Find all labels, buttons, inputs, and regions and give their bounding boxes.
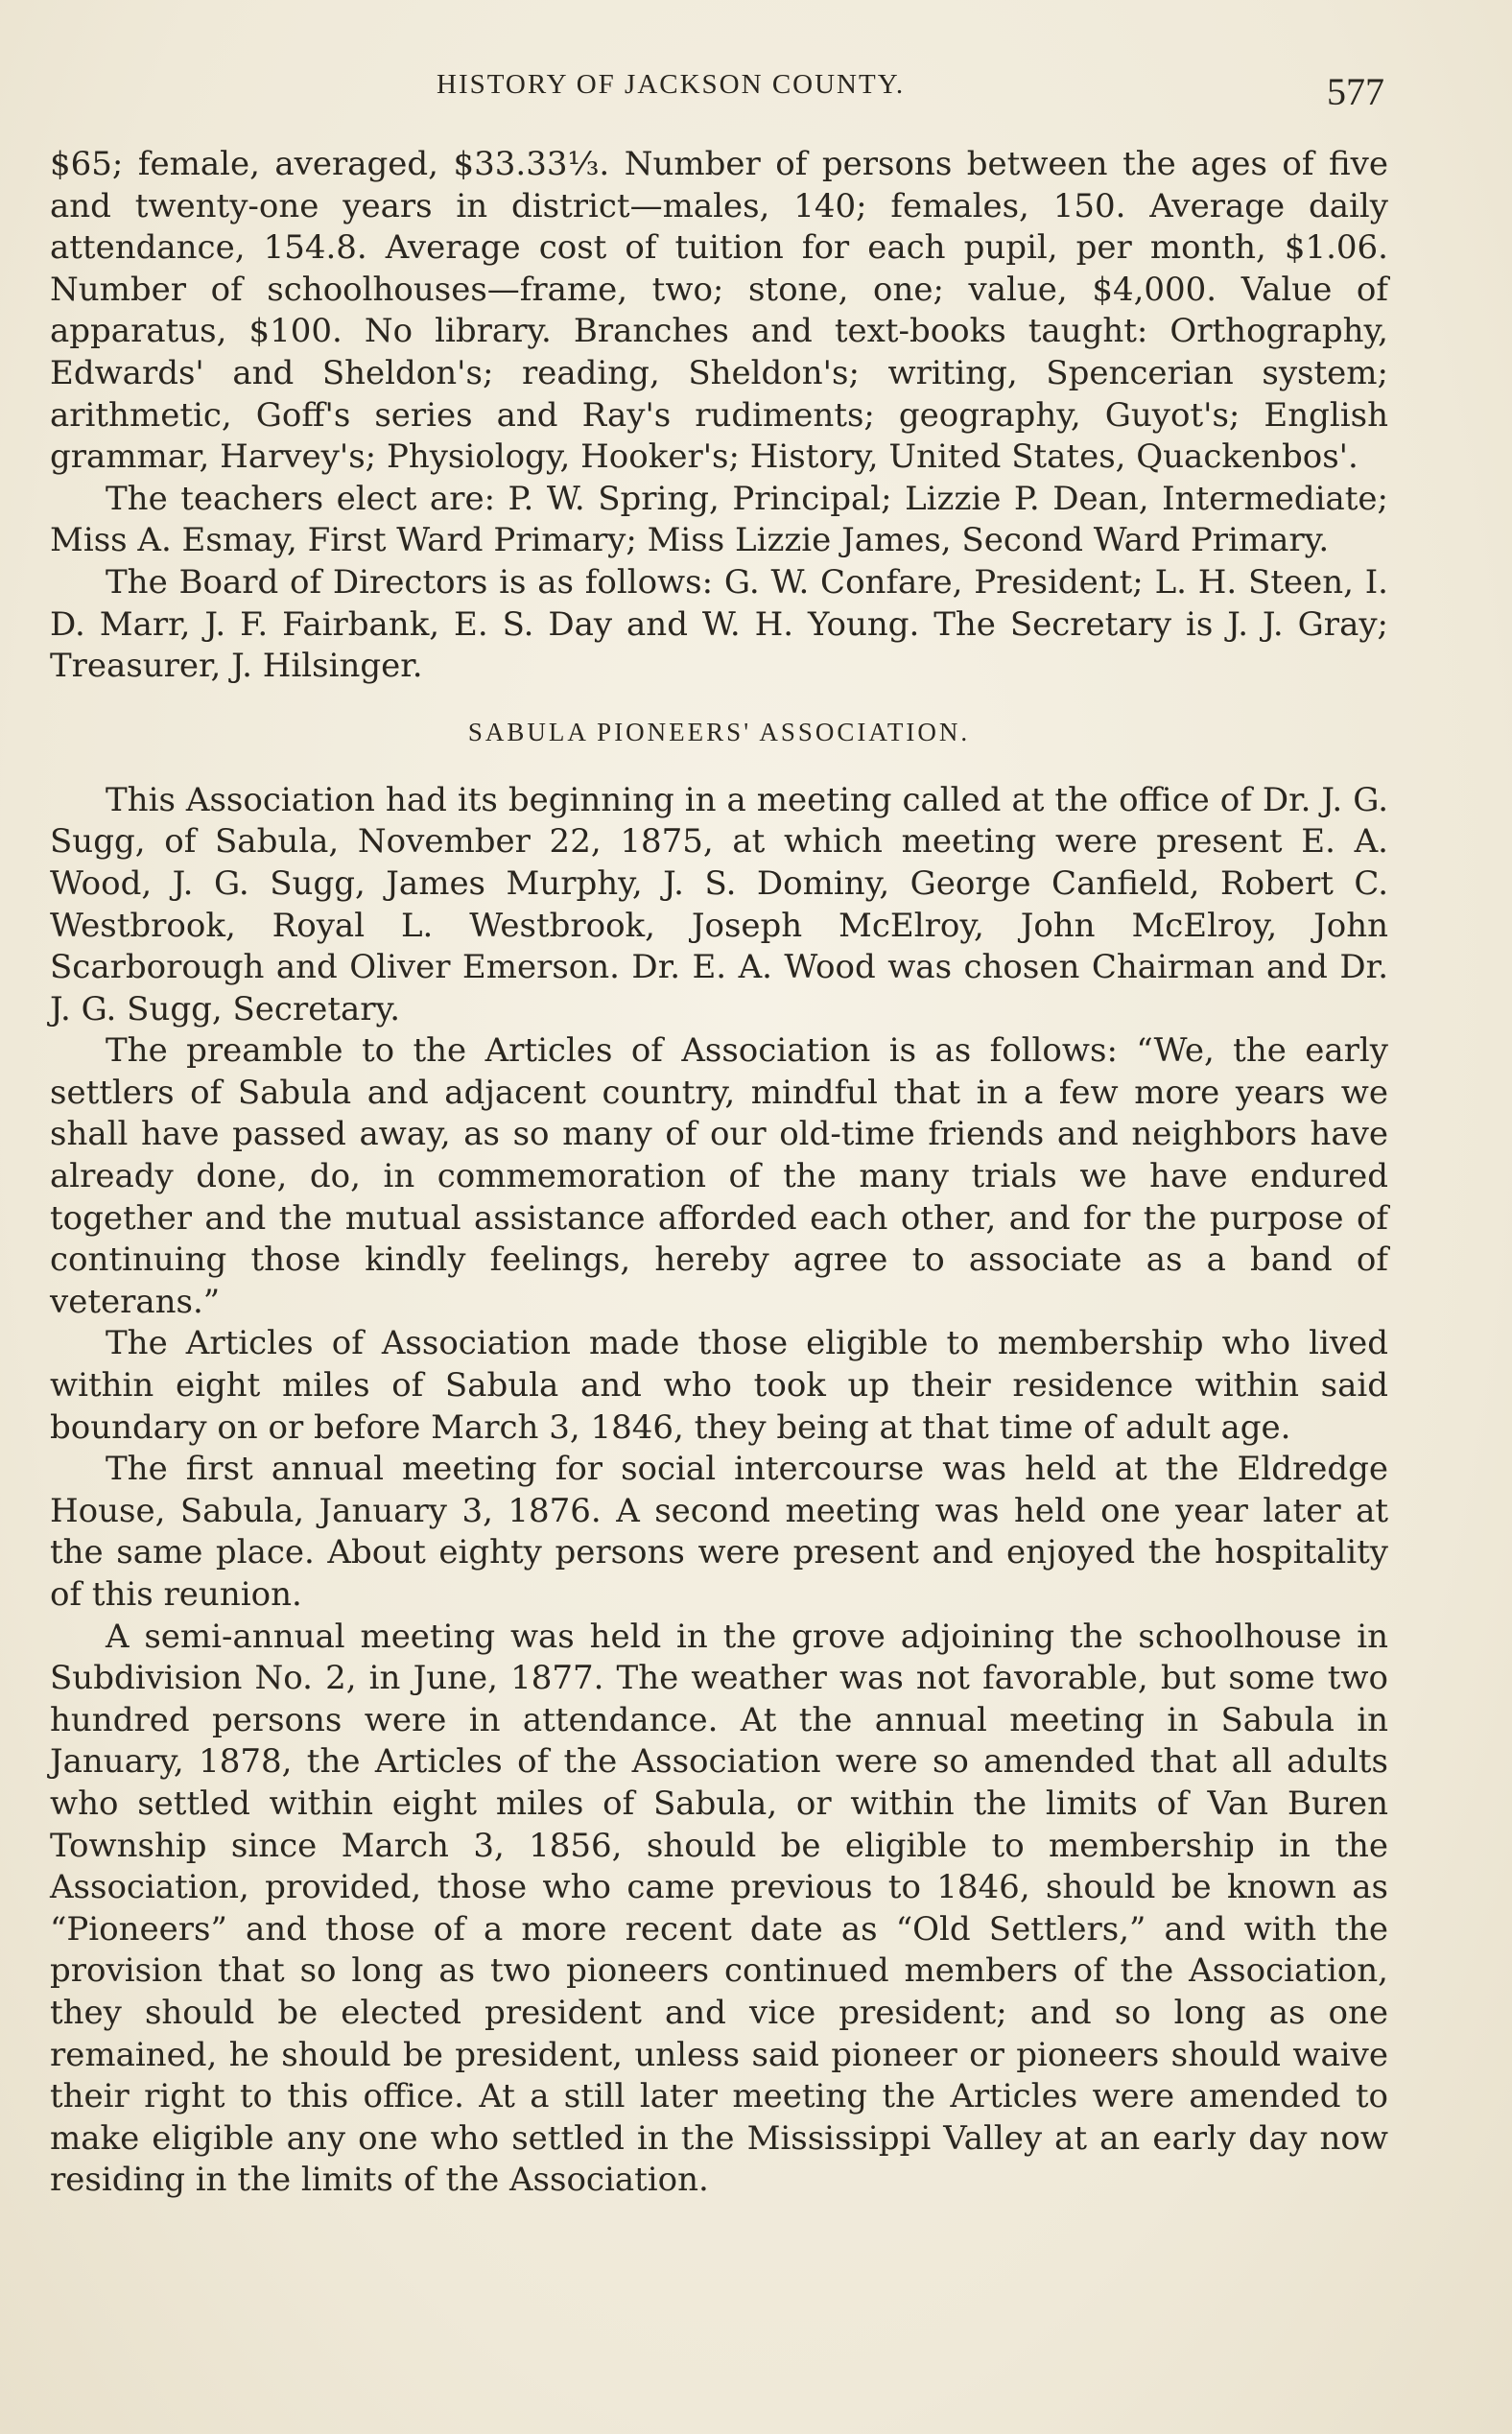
- page-number: 577: [1327, 70, 1384, 113]
- paragraph: This Association had its beginning in a meeting called at the office of Dr. J. G. Sugg, of Sabula, November 22, 1875, at which meeting were present E. A. Wood, J. G. Sugg, James Murphy, J. S. Dominy, George Canfield, Robert C. Westbrook, Royal L. Westbrook, Joseph McElroy, John McElroy, John Scarborough and Oliver Emerson. Dr. E. A. Wood was chosen Chairman and Dr. J. G. Sugg, Secretary.: [50, 780, 1388, 1028]
- paragraph: The teachers elect are: P. W. Spring, Principal; Lizzie P. Dean, Intermediate; Miss A. Esmay, First Ward Primary; Miss Lizzie James, Second Ward Primary.: [50, 479, 1388, 560]
- page-body: [50, 144, 1388, 2202]
- paragraph: The first annual meeting for social intercourse was held at the Eldredge House, Sabula, January 3, 1876. A second meeting was held one year later at the same place. About eighty persons were present and enjoyed the hospitality of this reunion.: [50, 1450, 1388, 1614]
- section-heading: SABULA PIONEERS' ASSOCIATION.: [467, 717, 971, 746]
- paragraph: The preamble to the Articles of Association is as follows: “We, the early settlers of Sabula and adjacent country, mindful that in a few more years we shall have passed away, as so many of our old-time friends and neighbors have already done, do, in commemoration of the many trials we have endured together and the mutual assistance afforded each other, and for the purpose of continuing those kindly feelings, hereby agree to associate as a band of veterans.”: [50, 1031, 1388, 1321]
- running-head: HISTORY OF JACKSON COUNTY.: [437, 69, 906, 100]
- paragraph: A semi-annual meeting was held in the grove adjoining the schoolhouse in Subdivision No. 2, in June, 1877. The weather was not favorable, but some two hundred persons were in attendance. At the annual meeting in Sabula in January, 1878, the Articles of the Association were so amended that all adults who settled within eight miles of Sabula, or within the limits of Van Buren Township since March 3, 1856, should be eligible to membership in the Association, provided, those who came previous to 1846, should be known as “Pioneers” and those of a more recent date as “Old Settlers,” and with the provision that so long as two pioneers continued members of the Association, they should be elected president and vice president; and so long as one remained, he should be president, unless said pioneer or pioneers should waive their right to this office. At a still later meeting the Articles were amended to make eligible any one who settled in the Mississippi Valley at an early day now residing in the limits of the Association.: [50, 1617, 1388, 2200]
- paragraph: $65; female, averaged, $33.33⅓. Number of persons between the ages of five and twenty-one years in district—males, 140; females, 150. Average daily attendance, 154.8. Average cost of tuition for each pupil, per month, $1.06. Number of schoolhouses—frame, two; stone, one; value, $4,000. Value of apparatus, $100. No library. Branches and text-books taught: Orthography, Edwards' and Sheldon's; reading, Sheldon's; writing, Spencerian system; arithmetic, Goff's series and Ray's rudiments; geography, Guyot's; English grammar, Harvey's; Physiology, Hooker's; History, United States, Quackenbos'.: [50, 145, 1388, 477]
- paragraph: The Board of Directors is as follows: G. W. Confare, President; L. H. Steen, I. D. Marr, J. F. Fairbank, E. S. Day and W. H. Young. The Secretary is J. J. Gray; Treasurer, J. Hilsinger.: [50, 562, 1388, 686]
- paragraph: The Articles of Association made those eligible to membership who lived within eight miles of Sabula and who took up their residence within said boundary on or before March 3, 1846, they being at that time of adult age.: [50, 1324, 1388, 1447]
